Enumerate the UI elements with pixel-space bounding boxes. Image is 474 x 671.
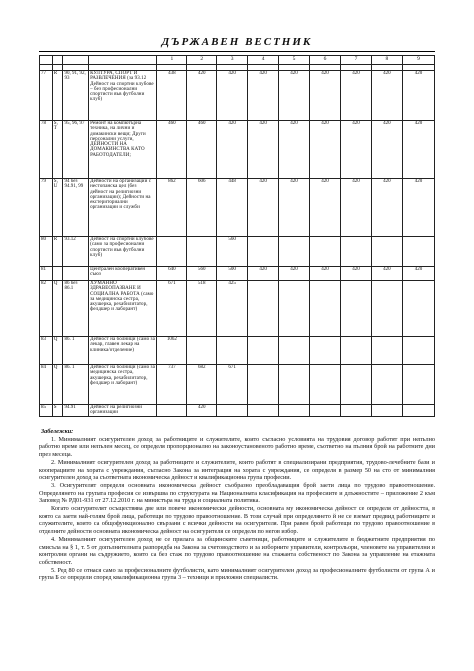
value-cell [310, 237, 341, 267]
value-cell [217, 405, 248, 417]
value-cell: 682 [187, 365, 217, 405]
value-cell: 420 [340, 267, 371, 281]
code-cell: 93.12 [63, 237, 89, 267]
value-cell [187, 337, 217, 365]
value-cell: 420 [310, 71, 341, 121]
column-header: 9 [402, 56, 434, 65]
value-cell [248, 281, 279, 337]
note-paragraph: 3. Осигурителят определя основната икономическа дейност съобразно преобладаващия брой заети лица по трудово правоотношение. Определянето на групата професия се извършва по структурата на Националната класификация на професиите и длъжностите – приложение 2 към Заповед № РД01-931 от 27.12.2010 г. на министъра на труда и социалната политика. [39, 481, 435, 505]
code-cell [63, 267, 89, 281]
section-cell: S, U [52, 179, 63, 237]
value-cell [340, 337, 371, 365]
note-paragraph: 1. Минималният осигурителен доход за работниците и служителите, които съгласно условията на трудовия договор работят при непълно работно време или непълен месец, се определя пропорционално на законоустановеното работно време, съответно на пълния брой на работните дни през месеца. [39, 435, 435, 459]
value-cell [248, 337, 279, 365]
value-cell [217, 337, 248, 365]
value-cell: 420 [402, 179, 434, 237]
value-cell [310, 365, 341, 405]
row-number-cell: 77 [40, 71, 53, 121]
column-header [40, 56, 53, 65]
table-row [40, 71, 435, 121]
value-cell: 560 [187, 267, 217, 281]
value-cell: 862 [157, 179, 187, 237]
value-cell: 420 [402, 267, 434, 281]
value-cell: 420 [340, 179, 371, 237]
note-paragraph: 5. Ред 80 се отнася само за професионалните футболисти, като минималният осигурителен доход за професионалните футболисти от група А и група Б се определи според квалификационна група 3 – техници и приложни специалисти. [39, 566, 435, 582]
value-cell: 518 [187, 281, 217, 337]
value-cell [402, 405, 434, 417]
notes-body [39, 436, 435, 582]
activity-cell: Дейност на болници (само за лекар, главен лекар на клиника/отделение) [89, 337, 157, 365]
table-row [40, 281, 435, 337]
value-cell [340, 281, 371, 337]
value-cell: 420 [248, 71, 279, 121]
section-cell: S, T [52, 121, 63, 179]
value-cell: 425 [217, 281, 248, 337]
value-cell [402, 237, 434, 267]
section-cell: Q [52, 337, 63, 365]
value-cell [340, 365, 371, 405]
code-cell: 86. 1 [63, 365, 89, 405]
value-cell [279, 365, 310, 405]
table-row [40, 121, 435, 179]
gazette-title: ДЪРЖАВЕН ВЕСТНИК [161, 36, 313, 48]
column-header: 8 [371, 56, 402, 65]
section-cell: S [52, 405, 63, 417]
table-row [40, 267, 435, 281]
value-cell: 640 [157, 267, 187, 281]
column-header: 1 [157, 56, 187, 65]
table-row [40, 365, 435, 405]
column-header [89, 56, 157, 65]
header-rule [39, 51, 435, 52]
note-paragraph: Когато осигурителят осъществява две или повече икономически дейности, основната му икономическа дейност се определя от дейността, в която са заети най-голям брой лица, работещи по трудово правоотношение. В този случай при определянето й не се вземат предвид работниците и служителите, които са общофункционално свързани с всички дейности на осигурителя. При равен брой работещи по трудово правоотношение в отделните дейности основната икономическа дейност на осигурителя се определя по негов избор. [39, 505, 435, 536]
value-cell: 420 [371, 121, 402, 179]
value-cell: 438 [157, 71, 187, 121]
value-cell: 420 [248, 179, 279, 237]
activity-cell: Дейност на спортни клубове (само за професионални спортисти във футболни клуб) [89, 237, 157, 267]
insurance-income-table [39, 55, 435, 417]
value-cell [310, 281, 341, 337]
table-row [40, 405, 435, 417]
value-cell [157, 405, 187, 417]
table-row [40, 237, 435, 267]
value-cell [402, 281, 434, 337]
value-cell [402, 365, 434, 405]
value-cell [279, 405, 310, 417]
value-cell: 606 [187, 179, 217, 237]
column-header: 5 [279, 56, 310, 65]
value-cell: 420 [310, 179, 341, 237]
value-cell: 420 [371, 179, 402, 237]
column-header [63, 56, 89, 65]
value-cell [279, 237, 310, 267]
value-cell: 460 [187, 121, 217, 179]
activity-cell: ХУМАННО ЗДРАВЕОПАЗВАНЕ И СОЦИАЛНА РАБОТА (само за медицинска сестра, акушерка, рехабилитатор, фелдшер и лаборант) [89, 281, 157, 337]
column-header: 2 [187, 56, 217, 65]
code-cell: 90, 91, 92, 93 [63, 71, 89, 121]
row-number-cell: 81 [40, 267, 53, 281]
value-cell: 420 [340, 71, 371, 121]
value-cell: 420 [187, 405, 217, 417]
value-cell: 420 [279, 71, 310, 121]
column-header: 4 [248, 56, 279, 65]
value-cell: 671 [157, 281, 187, 337]
value-cell: 420 [217, 121, 248, 179]
value-cell [371, 365, 402, 405]
value-cell [371, 405, 402, 417]
value-cell [248, 365, 279, 405]
value-cell: 420 [217, 71, 248, 121]
value-cell: 420 [340, 121, 371, 179]
value-cell [402, 337, 434, 365]
value-cell [371, 337, 402, 365]
section-cell [52, 267, 63, 281]
page-header [0, 36, 474, 52]
row-number-cell: 84 [40, 365, 53, 405]
value-cell: 1062 [157, 337, 187, 365]
value-cell [371, 237, 402, 267]
value-cell [371, 281, 402, 337]
value-cell [279, 281, 310, 337]
column-header: 6 [310, 56, 341, 65]
value-cell: 460 [157, 121, 187, 179]
code-cell: 86. 1 [63, 337, 89, 365]
value-cell: 420 [310, 121, 341, 179]
activity-cell: Централен кооперативен съюз [89, 267, 157, 281]
code-cell: 86 без 86.1 [63, 281, 89, 337]
note-paragraph: 2. Минималният осигурителен доход за работниците и служителите, които работят в специализирани предприятия, трудово-лечебните бази и кооперациите на хората с увреждания, съгласно Закона за интеграция на хората с увреждания, се определя в размер 50 на сто от минималния осигурителен доход за съответната икономическа дейност и квалификационна група професии. [39, 458, 435, 482]
value-cell: 420 [279, 267, 310, 281]
value-cell: 671 [217, 365, 248, 405]
activity-cell: Дейност на болници (само за медицинска сестра, акушерка, рехабилитатор, фелдшер и лаборант) [89, 365, 157, 405]
section-cell: R [52, 71, 63, 121]
value-cell: 420 [310, 267, 341, 281]
value-cell: 560 [217, 237, 248, 267]
value-cell: 420 [402, 121, 434, 179]
value-cell: 420 [279, 121, 310, 179]
column-header: 3 [217, 56, 248, 65]
value-cell: 420 [248, 121, 279, 179]
row-number-cell: 85 [40, 405, 53, 417]
note-paragraph: 4. Минималният осигурителен доход не се прилага за общинските съветници, работниците и служителите в бюджетните предприятия по смисъла на § 1, т. 5 от допълнителната разпоредба на Закона за счетоводството и за изборните управители, контрольори, членовете на управителни и контролни органи на съдружието, които са без стаж по трудово правоотношение на стажанта собственост по Закона за управление на етажната собственост. [39, 535, 435, 566]
notes-title: Забележки: [41, 428, 74, 435]
row-number-cell: 82 [40, 281, 53, 337]
activity-cell: КУЛТУРА, СПОРТ И РАЗВЛЕЧЕНИЯ (за 93.12 Дейност на спортни клубове – без професионални спортисти във футболни клуб) [89, 71, 157, 121]
table-header-row [40, 56, 435, 65]
column-header [52, 56, 63, 65]
value-cell [310, 337, 341, 365]
value-cell [248, 237, 279, 267]
code-cell: 94 без 94.91, 99 [63, 179, 89, 237]
section-cell: R [52, 237, 63, 267]
row-number-cell: 80 [40, 237, 53, 267]
table-row [40, 337, 435, 365]
notes-section [39, 428, 435, 582]
value-cell [187, 237, 217, 267]
value-cell: 420 [402, 71, 434, 121]
row-number-cell: 79 [40, 179, 53, 237]
value-cell: 500 [217, 267, 248, 281]
code-cell: 95, 96, 97 [63, 121, 89, 179]
value-cell: 420 [371, 71, 402, 121]
value-cell [310, 405, 341, 417]
value-cell [157, 237, 187, 267]
activity-cell: Дейности на организации с нестопанска цел (без дейност на религиозни организации); Дейности на екстериториални организации и служби [89, 179, 157, 237]
value-cell: 737 [157, 365, 187, 405]
column-header: 7 [340, 56, 371, 65]
table-row [40, 179, 435, 237]
row-number-cell: 83 [40, 337, 53, 365]
activity-cell: Дейност на религиозни организации [89, 405, 157, 417]
code-cell: 94.91 [63, 405, 89, 417]
value-cell [248, 405, 279, 417]
value-cell: 420 [279, 179, 310, 237]
value-cell: 420 [187, 71, 217, 121]
row-number-cell: 78 [40, 121, 53, 179]
value-cell [340, 405, 371, 417]
value-cell [279, 337, 310, 365]
value-cell: 420 [371, 267, 402, 281]
value-cell: 420 [248, 267, 279, 281]
activity-cell: Ремонт на компютърна техника, на лични и домакински вещи; Други персонални услуги, ДЕЙНОСТИ НА ДОМАКИНСТВА КАТО РАБОТОДАТЕЛИ; [89, 121, 157, 179]
section-cell: Q [52, 281, 63, 337]
value-cell [340, 237, 371, 267]
section-cell: Q [52, 365, 63, 405]
value-cell: 448 [217, 179, 248, 237]
table-body [40, 71, 435, 417]
